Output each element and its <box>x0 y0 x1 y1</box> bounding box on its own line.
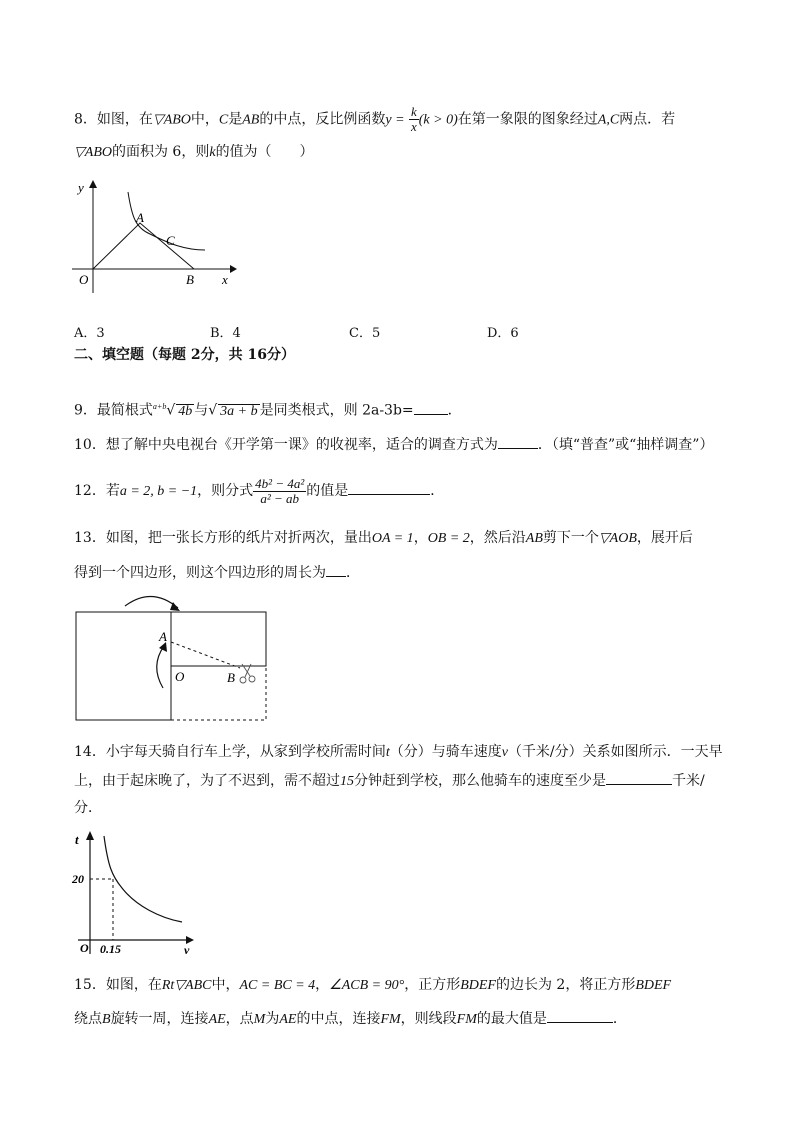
q13-line2 <box>74 562 360 583</box>
q15-text: ，点 <box>225 1011 254 1027</box>
q13-fold-arrow-side <box>157 646 164 688</box>
q12-text: ，则分式 <box>197 483 254 499</box>
q8-text: 的面积为 6，则 <box>111 144 210 160</box>
q14-v: v <box>501 745 508 760</box>
q12-condition: a = 2, b = −1 <box>119 484 198 499</box>
q14-answer-blank[interactable] <box>606 770 672 785</box>
q12-text: 的值是 <box>306 483 349 499</box>
q13-cut-line <box>171 642 240 668</box>
q15-triangle: Rt▽ABC <box>161 978 212 993</box>
q15-text: 15．如图，在 <box>74 977 162 993</box>
q8-text: 8．如图，在 <box>74 111 153 128</box>
q13-triangle: ▽AOB <box>598 531 637 546</box>
q13-label-b: B <box>227 670 235 685</box>
q8-function-condition: (k > 0) <box>418 112 458 128</box>
q8-label-b: B <box>186 272 194 287</box>
q9-text: 是同类根式，则 2a-3b= <box>259 402 414 419</box>
q8-option-a: A．3 <box>74 326 105 341</box>
q15-square: BDEF <box>635 978 672 993</box>
q9-text: 与 <box>194 402 209 419</box>
q15-text: 为 <box>265 1011 280 1027</box>
q15-square: BDEF <box>460 978 496 993</box>
q8-triangle: ▽ABO <box>152 112 191 128</box>
q13-oa: OA = 1 <box>371 531 414 546</box>
q8-option-d: D．6 <box>487 326 519 341</box>
q15-text: ， <box>315 977 330 993</box>
q15-text: 绕点 <box>74 1011 102 1027</box>
q13-line1 <box>74 528 693 549</box>
q8-label-c: C <box>166 233 175 248</box>
q13-ob: OB = 2 <box>427 531 470 546</box>
q8-text: 中， <box>190 111 219 128</box>
q15-point-m: M <box>253 1012 266 1027</box>
q8-triangle: ▽ABO <box>74 145 112 160</box>
q9-radical-icon: √ <box>208 402 218 419</box>
q8-line2 <box>74 142 314 163</box>
q14-line1 <box>74 742 723 763</box>
q13-ab: AB <box>525 531 543 546</box>
q10-text: ．（填“普查”或“抽样调查”） <box>537 437 714 453</box>
q15-sides: AC = BC = 4 <box>239 978 316 993</box>
q8-k: k <box>209 145 216 160</box>
q15-point-b: B <box>102 1012 111 1027</box>
q13-fold-arrow-top <box>125 596 178 608</box>
q13-text: ，然后沿 <box>469 530 526 546</box>
q13-text: ， <box>413 530 428 546</box>
q13-text: 13．如图，把一张长方形的纸片对折两次，量出 <box>74 530 372 546</box>
q14-label-t: t <box>75 832 79 847</box>
q15-fm: FM <box>456 1012 477 1027</box>
q8-function-lhs: y = <box>385 112 405 128</box>
q8-y-arrow <box>89 180 97 188</box>
q12-frac-num: 4b² − 4a² <box>255 475 305 491</box>
q14-line2 <box>74 770 705 792</box>
q9-radical-icon: √ <box>166 402 176 419</box>
q8-option-b: B．4 <box>210 326 241 341</box>
q15-text: 旋转一周，连接 <box>110 1011 209 1027</box>
q13-text: 得到一个四边形，则这个四边形的周长为 <box>74 565 326 581</box>
q8-option-c: C．5 <box>349 326 381 341</box>
q14-t-arrow <box>86 831 94 840</box>
q14-text: （分）与骑车速度 <box>389 744 502 760</box>
q10-line <box>74 434 713 455</box>
q12-answer-blank[interactable] <box>348 480 430 495</box>
q9-answer-blank[interactable] <box>414 400 448 415</box>
q13-text: ． <box>346 565 360 581</box>
q14-figure <box>70 826 200 956</box>
q9-radicand-2: 3a + b <box>220 403 258 419</box>
q15-text: 的中点，连接 <box>296 1011 381 1027</box>
q12-text: ． <box>430 483 445 499</box>
q15-ae: AE <box>279 1012 297 1027</box>
q9-radicand-1: 4b <box>178 403 193 419</box>
q15-text: ，正方形 <box>404 977 461 993</box>
q8-line1 <box>74 105 675 134</box>
q15-ae: AE <box>208 1012 226 1027</box>
q8-label-o: O <box>79 272 89 287</box>
q14-minutes: 15 <box>340 774 354 789</box>
q14-text: 14．小宇每天骑自行车上学，从家到学校所需时间 <box>74 744 386 760</box>
q15-line1 <box>74 975 671 996</box>
q8-figure <box>70 178 240 293</box>
q8-text: 在第一象限的图象经过 <box>457 111 598 128</box>
q8-segment-ab: AB <box>242 112 260 128</box>
q15-fm: FM <box>380 1012 401 1027</box>
q13-label-o: O <box>175 669 185 684</box>
q15-text: ，则线段 <box>400 1011 457 1027</box>
q9-line <box>74 397 462 421</box>
q15-angle: ∠ACB = 90° <box>329 978 405 993</box>
q8-points: A,C <box>597 112 620 128</box>
scissors-icon <box>240 664 255 683</box>
q8-frac-num: k <box>410 104 417 119</box>
q15-answer-blank[interactable] <box>547 1008 613 1023</box>
q14-label-015: 0.15 <box>100 942 121 956</box>
section-title: 二、填空题（每题 2分，共 16分） <box>74 347 295 363</box>
q8-text: 两点．若 <box>619 111 676 128</box>
q15-text: ． <box>612 1011 627 1027</box>
q13-folded-flap <box>171 612 266 666</box>
q8-function-fraction <box>409 105 419 134</box>
q12-text: 12．若 <box>74 483 120 499</box>
q9-root-index: a+b <box>152 402 167 411</box>
q15-text: 的边长为 2，将正方形 <box>495 977 636 993</box>
q14-curve <box>104 836 182 922</box>
q15-text: 的最大值是 <box>476 1011 547 1027</box>
q10-answer-blank[interactable] <box>498 434 538 449</box>
q8-label-y: y <box>78 180 84 195</box>
q12-line <box>74 472 444 511</box>
q8-label-x: x <box>222 272 228 287</box>
q13-answer-blank[interactable] <box>326 562 346 577</box>
q13-text: 剪下一个 <box>542 530 599 546</box>
q8-label-a: A <box>136 210 144 225</box>
q15-text: 中， <box>211 977 240 993</box>
q13-figure <box>70 586 275 724</box>
q14-text: 上，由于起床晚了，为了不迟到，需不超过 <box>74 773 340 789</box>
q14-text: 分钟赶到学校，那么他骑车的速度至少是 <box>354 773 606 789</box>
q14-label-20: 20 <box>72 872 84 886</box>
q13-label-a: A <box>159 629 167 644</box>
q9-text: ． <box>447 402 462 419</box>
q13-text: ，展开后 <box>636 530 693 546</box>
q8-text: 是 <box>228 111 243 128</box>
q14-label-v: v <box>184 943 190 956</box>
q15-line2 <box>74 1008 627 1030</box>
q14-text: （千米/分）关系如图所示．一天早 <box>507 744 723 760</box>
q14-text: 千米/ <box>672 773 705 789</box>
q14-t: t <box>385 745 390 760</box>
q14-line3: 分． <box>74 800 102 816</box>
q9-text: 9．最简根式 <box>74 402 153 419</box>
q8-text: 的值为（ ） <box>215 144 314 160</box>
q8-point-c: C <box>218 112 229 128</box>
q13-dashed-outline <box>171 666 266 720</box>
q12-frac-den: a² − ab <box>260 490 300 506</box>
q8-text: 的中点，反比例函数 <box>259 111 386 128</box>
q12-fraction <box>253 477 306 506</box>
q8-x-arrow <box>230 265 237 273</box>
q8-frac-den: x <box>410 119 417 134</box>
q10-text: 10．想了解中央电视台《开学第一课》的收视率，适合的调查方式为 <box>74 437 498 453</box>
q14-label-o: O <box>80 941 89 955</box>
